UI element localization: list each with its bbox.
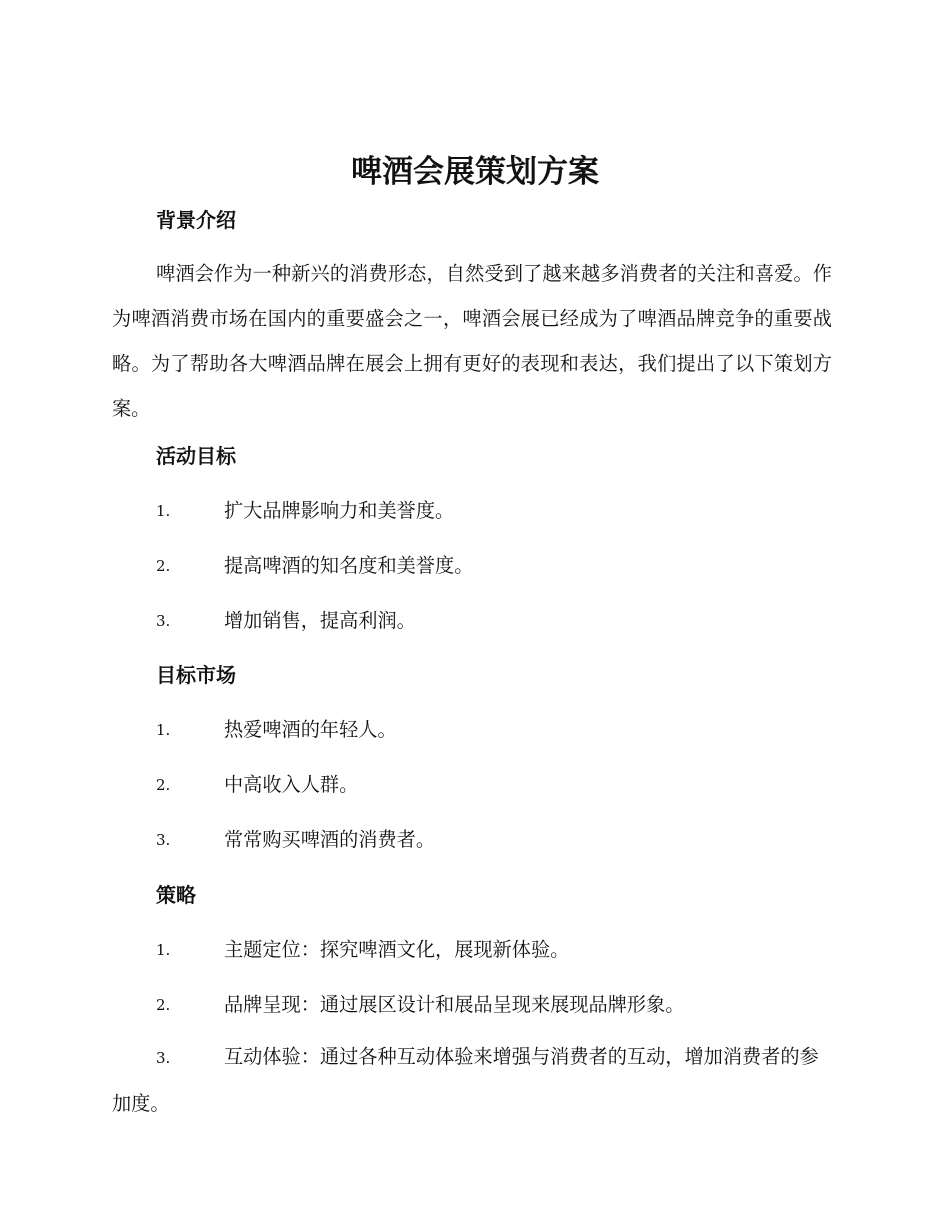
section-heading-goals: 活动目标	[156, 444, 236, 468]
background-paragraph: 啤酒会作为一种新兴的消费形态，自然受到了越来越多消费者的关注和喜爱。作为啤酒消费市场在国内的重要盛会之一，啤酒会展已经成为了啤酒品牌竞争的重要战略。为了帮助各大啤酒品牌在展会上拥有更好的表现和表达，我们提出了以下策划方案。	[112, 262, 832, 420]
list-text: 品牌呈现：通过展区设计和展品呈现来展现品牌形象。	[224, 993, 685, 1016]
list-number: 1.	[156, 941, 171, 959]
list-number: 3.	[156, 612, 171, 630]
list-item-wrapped	[112, 1034, 832, 1127]
list-number: 2.	[156, 996, 171, 1014]
section-heading-strategy: 策略	[156, 883, 196, 907]
document-title: 啤酒会展策划方案	[351, 154, 599, 190]
section-heading-background: 背景介绍	[156, 208, 236, 232]
list-number: 3.	[156, 1049, 171, 1067]
list-text: 热爱啤酒的年轻人。	[224, 718, 397, 741]
list-text: 主题定位：探究啤酒文化，展现新体验。	[224, 938, 570, 961]
list-text: 常常购买啤酒的消费者。	[224, 828, 436, 851]
list-number: 1.	[156, 502, 171, 520]
list-text: 互动体验：通过各种互动体验来增强与消费者的互动，增加消费者的参加度。	[112, 1045, 819, 1115]
list-number: 1.	[156, 721, 171, 739]
list-text: 中高收入人群。	[224, 773, 359, 796]
list-text: 提高啤酒的知名度和美誉度。	[224, 554, 474, 577]
list-number: 2.	[156, 776, 171, 794]
list-number: 3.	[156, 831, 171, 849]
list-number: 2.	[156, 557, 171, 575]
section-heading-market: 目标市场	[156, 663, 236, 687]
list-text: 扩大品牌影响力和美誉度。	[224, 499, 455, 522]
list-text: 增加销售，提高利润。	[224, 609, 416, 632]
